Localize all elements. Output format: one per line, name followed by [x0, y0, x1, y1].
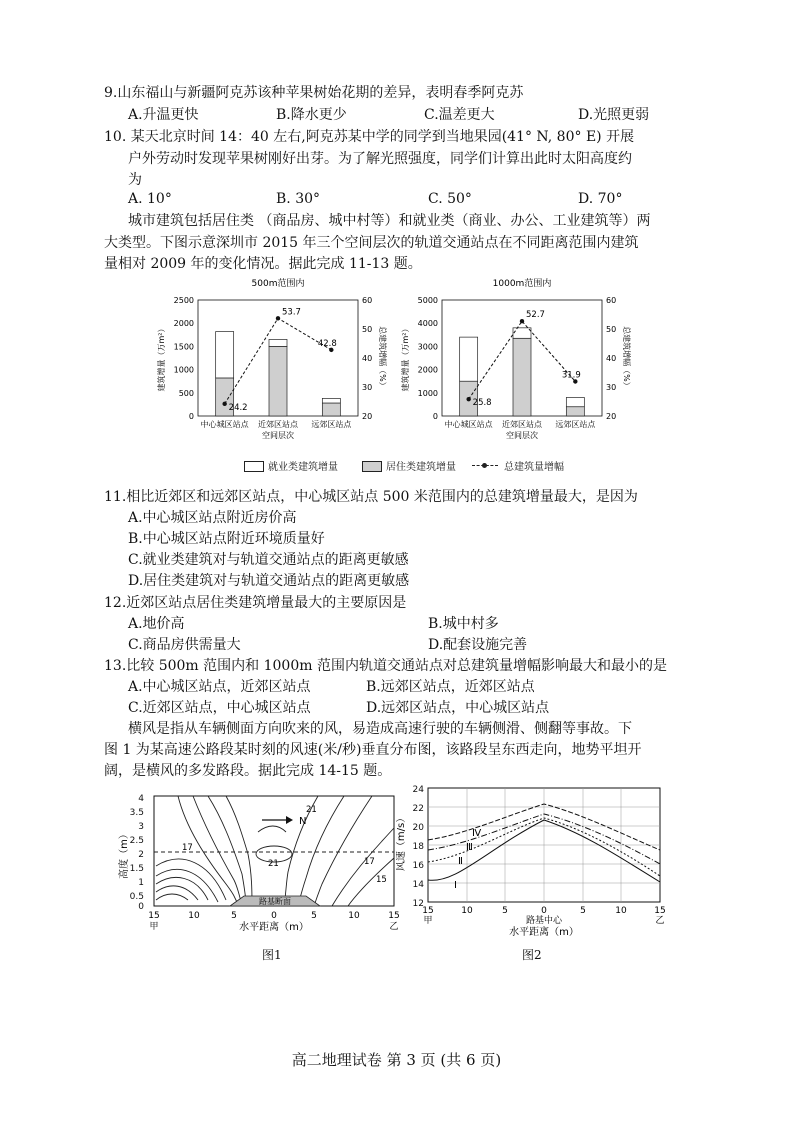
y2-tick-label: 50 [606, 325, 617, 334]
x-axis-label: 空间层次 [506, 431, 538, 440]
bar-employment [566, 397, 584, 406]
q11-option-b: B.中心城区站点附近环境质量好 [128, 531, 325, 547]
fig2-ytick: 18 [412, 842, 424, 852]
fig1-ytick: 0.5 [129, 892, 144, 902]
fig1-ytick: 1 [138, 878, 144, 888]
q9-option-d: D.光照更弱 [578, 107, 650, 123]
q9-stem: 9.山东福山与新疆阿克苏该种苹果树始花期的差异，表明春季阿克苏 [104, 85, 524, 101]
fig2-ytick: 16 [412, 861, 424, 871]
fig1-contour-label: 17 [364, 857, 375, 867]
q12-option-d: D.配套设施完善 [428, 637, 528, 653]
x-tick-label: 远郊区站点 [311, 420, 352, 429]
q12-option-b: B.城中村多 [428, 616, 499, 632]
y-tick-label: 3000 [417, 342, 438, 352]
legend-swatch-employment [244, 461, 264, 472]
fig1-xtick: 15 [388, 911, 400, 921]
q11-option-a: A.中心城区站点附近房价高 [128, 510, 297, 526]
y-tick-label: 2500 [173, 296, 194, 305]
x-tick-label: 中心城区站点 [200, 420, 249, 429]
fig2-right-end: 乙 [655, 916, 665, 926]
chart-legend [244, 458, 584, 474]
q10-option-a: A. 10° [128, 191, 172, 207]
y-tick-label: 2000 [173, 319, 194, 329]
data-label-total: 52.7 [526, 310, 545, 321]
intro2-line2: 图 1 为某高速公路段某时刻的风速(米/秒)垂直分布图，该路段呈东西走向，地势平坦开 [104, 742, 642, 758]
fig2-xtick: 15 [654, 906, 666, 916]
x-tick-label: 远郊区站点 [555, 420, 596, 429]
q9-option-a: A.升温更快 [128, 107, 199, 123]
y2-tick-label: 60 [362, 296, 373, 305]
y2-tick-label: 50 [362, 325, 373, 334]
fig2-ytick: 22 [412, 804, 424, 814]
q12-stem: 12.近郊区站点居住类建筑增量最大的主要原因是 [104, 595, 407, 611]
fig2-ytick: 12 [412, 899, 424, 909]
legend-label-employment: 就业类建筑增量 [268, 462, 338, 473]
q13-stem: 13.比较 500m 范围内和 1000m 范围内轨道交通站点对总建筑量增幅影响最大和最小的是 [104, 658, 667, 674]
data-label-total: 25.8 [472, 398, 492, 409]
fig1-contour-label: 15 [376, 875, 387, 885]
fig1-north-label: N [299, 816, 307, 827]
q11-stem: 11.相比近郊区和远郊区站点，中心城区站点 500 米范围内的总建筑增量最大，是因为 [104, 489, 638, 505]
chart-title: 500m范围内 [251, 279, 305, 289]
fig1-xtick: 5 [311, 911, 317, 921]
x-tick-label: 近郊区站点 [258, 420, 298, 429]
fig1-base-label: 路基断面 [259, 897, 291, 906]
legend-dot-total [482, 463, 487, 468]
fig1-xtick: 15 [148, 911, 160, 921]
y2-tick-label: 40 [362, 354, 373, 363]
x-axis-label: 空间层次 [262, 431, 294, 440]
q9-option-c: C.温差更大 [424, 107, 495, 123]
fig1-ytick: 0 [138, 902, 144, 912]
y2-tick-label: 60 [606, 296, 617, 305]
intro2-line3: 阔，是横风的多发路段。据此完成 14-15 题。 [104, 763, 392, 779]
bar-residential [322, 403, 340, 416]
point-total-increase [466, 397, 470, 401]
y2-tick-label: 30 [362, 383, 373, 392]
fig1-xtick: 10 [348, 911, 360, 921]
fig1-ytick: 2 [138, 850, 144, 860]
fig2-xtick: 10 [615, 906, 627, 916]
y-tick-label: 500 [178, 388, 194, 398]
y2-tick-label: 20 [606, 412, 617, 421]
fig1-contour-label: 21 [268, 859, 279, 869]
y2-tick-label: 20 [362, 412, 373, 421]
bar-employment [322, 398, 340, 403]
y-tick-label: 1000 [417, 388, 438, 398]
fig1-contour-label: 17 [182, 843, 193, 853]
q13-option-a: A.中心城区站点，近郊区站点 [128, 679, 311, 695]
bar-residential [269, 346, 287, 416]
figure2-wind-speed [396, 780, 672, 942]
figure2-caption: 图2 [522, 948, 542, 962]
legend-label-total: 总建筑量增幅 [504, 462, 564, 473]
y-tick-label: 5000 [417, 296, 438, 305]
legend-swatch-residential [362, 461, 382, 472]
q11-option-d: D.居住类建筑对与轨道交通站点的距离更敏感 [128, 573, 410, 589]
fig1-left-end: 甲 [149, 922, 159, 932]
fig2-curve-label: Ⅰ [454, 880, 457, 891]
fig1-right-end: 乙 [389, 922, 399, 932]
q13-option-c: C.近郊区站点，中心城区站点 [128, 700, 311, 716]
y2-tick-label: 40 [606, 354, 617, 363]
fig2-xtick: 0 [541, 906, 547, 916]
x-tick-label: 近郊区站点 [502, 420, 542, 429]
fig1-ytick: 1.5 [129, 864, 144, 874]
data-label-total: 53.7 [282, 307, 301, 318]
fig2-center-label: 路基中心 [525, 916, 563, 926]
q11-option-c: C.就业类建筑对与轨道交通站点的距离更敏感 [128, 552, 409, 568]
data-label-total: 24.2 [228, 402, 248, 413]
q10-stem-line1: 10. 某天北京时间 14：40 左右,阿克苏某中学的同学到当地果园(41° N, 80° E) 开展 [104, 129, 635, 145]
intro1-line2: 大类型。下图示意深圳市 2015 年三个空间层次的轨道交通站点在不同距离范围内建筑 [104, 235, 639, 251]
bar-employment [513, 328, 531, 338]
fig2-ylabel: 风速（m/s） [396, 812, 407, 872]
fig1-ytick: 2.5 [129, 836, 144, 846]
point-total-increase [520, 319, 524, 323]
bar-employment [269, 339, 287, 346]
q10-option-b: B. 30° [276, 191, 321, 207]
intro1-line3: 量相对 2009 年的变化情况。据此完成 11-13 题。 [104, 256, 422, 272]
fig2-ytick: 24 [412, 785, 424, 795]
y-axis-label: 建筑增量（万m²） [401, 324, 410, 392]
fig2-curve-label: Ⅳ [472, 828, 482, 839]
fig2-ytick: 20 [412, 823, 424, 833]
bar-employment [216, 332, 234, 378]
q10-option-d: D. 70° [578, 191, 623, 207]
fig2-xtick: 5 [502, 906, 508, 916]
y2-tick-label: 30 [606, 383, 617, 392]
legend-label-residential: 居住类建筑增量 [386, 462, 456, 473]
q10-stem-line2: 户外劳动时发现苹果树刚好出芽。为了解光照强度，同学们计算出此时太阳高度约 [128, 151, 632, 167]
fig2-curve-label: Ⅲ [466, 842, 473, 853]
figure1-wind-contour [118, 788, 408, 944]
x-tick-label: 中心城区站点 [444, 420, 493, 429]
q10-stem-line3: 为 [128, 172, 142, 188]
page-footer: 高二地理试卷 第 3 页 (共 6 页) [291, 1051, 502, 1069]
y-axis-label: 建筑增量（万m²） [157, 324, 166, 392]
fig1-ytick: 3.5 [129, 808, 144, 818]
y-tick-label: 0 [188, 412, 194, 421]
intro1-line1: 城市建筑包括居住类 （商品房、城中村等）和就业类（商业、办公、工业建筑等）两 [128, 213, 651, 229]
fig2-grid [428, 788, 660, 902]
intro2-line1: 横风是指从车辆侧面方向吹来的风，易造成高速行驶的车辆侧滑、侧翻等事故。下 [128, 721, 632, 737]
y-tick-label: 0 [432, 412, 438, 421]
fig1-ylabel: 高度（m） [119, 829, 130, 879]
fig1-xtick: 5 [231, 911, 237, 921]
q12-option-a: A.地价高 [128, 616, 185, 632]
bar-residential [566, 407, 584, 416]
fig1-contour-label: 21 [306, 805, 317, 815]
y-tick-label: 2000 [417, 365, 438, 375]
fig2-xtick: 15 [422, 906, 434, 916]
bar-employment [460, 337, 478, 381]
data-label-total: 31.9 [561, 370, 581, 381]
chart-title: 1000m范围内 [492, 279, 552, 289]
q9-option-b: B.降水更少 [276, 107, 347, 123]
fig2-xtick: 10 [461, 906, 473, 916]
y2-axis-label: 总建筑增幅（%） [378, 326, 387, 390]
fig1-xtick: 10 [188, 911, 200, 921]
q13-option-b: B.远郊区站点，近郊区站点 [366, 679, 535, 695]
fig1-ytick: 4 [138, 794, 144, 804]
fig1-xtick: 0 [271, 911, 277, 921]
y-tick-label: 4000 [417, 319, 438, 329]
fig1-xlabel: 水平距离（m） [239, 922, 309, 933]
point-total-increase [276, 316, 280, 320]
y-tick-label: 1500 [173, 342, 194, 352]
fig2-xtick: 5 [580, 906, 586, 916]
bar-residential [513, 338, 531, 416]
building-increase-charts [150, 272, 650, 482]
fig2-xlabel: 水平距离（m） [509, 927, 579, 938]
q10-option-c: C. 50° [428, 191, 472, 207]
data-label-total: 42.8 [317, 338, 337, 349]
fig1-ytick: 3 [138, 822, 144, 832]
figure1-caption: 图1 [262, 948, 282, 962]
q13-option-d: D.远郊区站点，中心城区站点 [366, 700, 550, 716]
fig2-ytick: 14 [412, 880, 424, 890]
fig2-left-end: 甲 [423, 916, 433, 926]
y2-axis-label: 总建筑增幅（%） [622, 326, 631, 390]
y-tick-label: 1000 [173, 365, 194, 375]
fig2-curve-label: Ⅱ [458, 856, 463, 867]
q12-option-c: C.商品房供需量大 [128, 637, 241, 653]
point-total-increase [222, 402, 226, 406]
